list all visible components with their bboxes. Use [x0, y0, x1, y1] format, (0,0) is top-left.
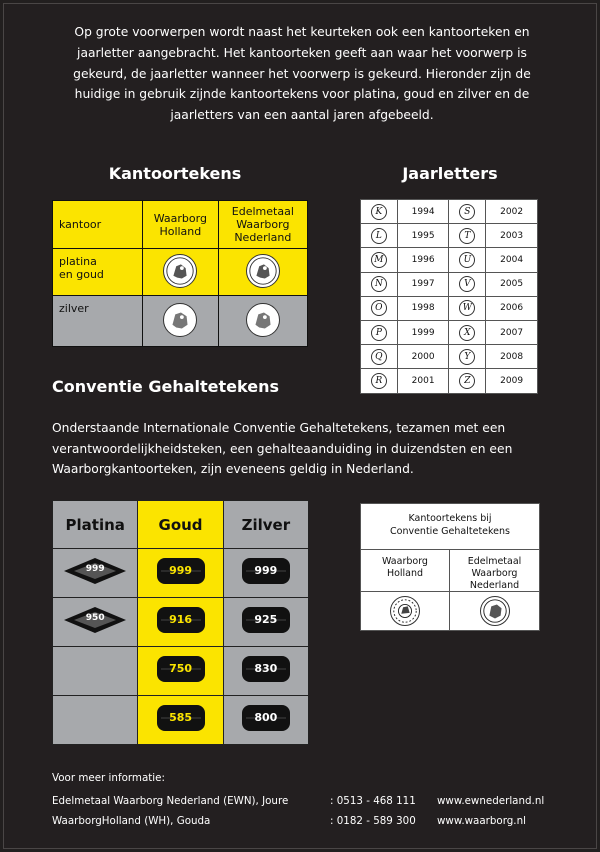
- zilver-mark-icon: [240, 703, 292, 733]
- year-letter: S: [459, 204, 475, 220]
- goud-mark-icon: [155, 605, 207, 635]
- kantoor-box-ewn: Edelmetaal Waarborg Nederland: [450, 550, 540, 592]
- year-value: 2001: [397, 369, 449, 393]
- year-value: 1996: [397, 248, 449, 272]
- jaarletter-cell: [449, 345, 486, 369]
- footer-web-ewn[interactable]: www.ewnederland.nl: [437, 795, 545, 807]
- wh-gold-mark-cell: [143, 249, 219, 296]
- jaarletter-row: [361, 200, 538, 224]
- kantoor-box-wh-mark: [360, 592, 450, 631]
- goud-mark-cell: [138, 549, 223, 598]
- year-letter: K: [371, 204, 387, 220]
- waarborg-holland-header: Waarborg Holland: [143, 201, 219, 249]
- lion-mark-icon: [163, 254, 197, 288]
- year-value: 2004: [486, 248, 538, 272]
- year-value: 2000: [397, 345, 449, 369]
- goud-value: 750: [169, 662, 193, 675]
- goud-value: 585: [169, 711, 193, 724]
- ewn-gold-mark-cell: [218, 249, 307, 296]
- ewn-silver-mark-cell: [218, 296, 307, 347]
- goud-mark-cell: [138, 647, 223, 696]
- jaarletter-cell: [361, 296, 398, 320]
- platina-value: 950: [85, 613, 105, 623]
- conventie-table: [52, 500, 309, 745]
- kantoortekens-table: [52, 200, 308, 347]
- zilver-value: 999: [254, 564, 278, 577]
- conventie-title: Conventie Gehaltetekens: [52, 377, 279, 396]
- goud-value: 916: [169, 613, 193, 626]
- jaarletter-cell: [449, 248, 486, 272]
- platina-header: Platina: [53, 501, 138, 549]
- ewn-seal-icon: [480, 596, 510, 626]
- conventie-paragraph: Onderstaande Internationale Conventie Gehaltetekens, tezamen met een verantwoordelijkheidsteken, een gehalteaanduiding in duizendsten en een Waarborgkantoorteken, zijn eveneens geldig in Nederland.: [52, 421, 513, 476]
- lion-mark-icon: [246, 254, 280, 288]
- goud-mark-icon: [155, 703, 207, 733]
- year-value: 2007: [486, 320, 538, 344]
- intro-text: Op grote voorwerpen wordt naast het keurteken ook een kantoorteken en jaarletter aangebracht. Het kantoorteken geeft aan waar het voorwerp is gekeurd, de jaarletter wanneer het voorwerp is gekeurd. Hieronder zijn de huidige in gebruik zijnde kantoortekens voor platina, goud en zilver en de jaarletters van een aantal jaren afgebeeld.: [73, 25, 531, 123]
- footer-org-ewn: Edelmetaal Waarborg Nederland (EWN), Joure: [52, 795, 289, 807]
- wh-seal-icon: [390, 596, 420, 626]
- platina-empty-cell: [53, 647, 138, 696]
- kantoortekens-title: Kantoortekens: [108, 164, 242, 183]
- year-letter: T: [459, 228, 475, 244]
- jaarletter-cell: [449, 272, 486, 296]
- footer-phone-wh: : 0182 - 589 300: [330, 815, 416, 827]
- lion-mark-icon: [163, 303, 197, 337]
- kantoor-box-ewn-mark: [450, 592, 540, 631]
- zilver-value: 800: [254, 711, 278, 724]
- zilver-mark-cell: [223, 696, 308, 745]
- kantoortekens-conventie-box: [360, 503, 540, 631]
- year-letter: W: [459, 300, 475, 316]
- year-letter: U: [459, 252, 475, 268]
- footer-heading: Voor meer informatie:: [52, 772, 165, 784]
- footer-web-wh[interactable]: www.waarborg.nl: [437, 815, 526, 827]
- year-letter: Z: [459, 373, 475, 389]
- jaarletter-row: [361, 296, 538, 320]
- platina-goud-label: platina en goud: [53, 249, 143, 296]
- year-letter: O: [371, 300, 387, 316]
- kantoor-label: kantoor: [53, 201, 143, 249]
- jaarletter-row: [361, 248, 538, 272]
- jaarletter-row: [361, 272, 538, 296]
- zilver-mark-cell: [223, 647, 308, 696]
- zilver-value: 830: [254, 662, 278, 675]
- year-value: 1994: [397, 200, 449, 224]
- goud-header: Goud: [138, 501, 223, 549]
- year-value: 1995: [397, 224, 449, 248]
- goud-mark-cell: [138, 598, 223, 647]
- year-letter: Y: [459, 349, 475, 365]
- year-value: 1998: [397, 296, 449, 320]
- jaarletter-row: [361, 224, 538, 248]
- goud-mark-icon: [155, 654, 207, 684]
- zilver-mark-cell: [223, 549, 308, 598]
- jaarletter-cell: [361, 248, 398, 272]
- jaarletter-row: [361, 345, 538, 369]
- jaarletter-cell: [361, 369, 398, 393]
- year-value: 2009: [486, 369, 538, 393]
- jaarletter-cell: [361, 272, 398, 296]
- jaarletter-row: [361, 369, 538, 393]
- ewn-header: Edelmetaal Waarborg Nederland: [218, 201, 307, 249]
- zilver-mark-icon: [240, 556, 292, 586]
- platina-mark-cell: [53, 598, 138, 647]
- jaarletters-table: [360, 199, 538, 394]
- platina-mark-icon: [62, 556, 128, 586]
- kantoor-box-title: Kantoortekens bij Conventie Gehaltetekens: [360, 503, 540, 550]
- zilver-value: 925: [254, 613, 278, 626]
- zilver-mark-icon: [240, 605, 292, 635]
- platina-mark-cell: [53, 549, 138, 598]
- lion-mark-icon: [246, 303, 280, 337]
- year-letter: X: [459, 325, 475, 341]
- year-value: 2002: [486, 200, 538, 224]
- jaarletters-title: Jaarletters: [402, 164, 498, 183]
- platina-empty-cell: [53, 696, 138, 745]
- jaarletter-cell: [449, 224, 486, 248]
- platina-value: 999: [85, 564, 105, 574]
- year-letter: P: [371, 325, 387, 341]
- jaarletter-cell: [449, 369, 486, 393]
- year-letter: M: [371, 252, 387, 268]
- year-letter: V: [459, 276, 475, 292]
- year-letter: N: [371, 276, 387, 292]
- wh-silver-mark-cell: [143, 296, 219, 347]
- goud-mark-icon: [155, 556, 207, 586]
- year-value: 2005: [486, 272, 538, 296]
- year-value: 1997: [397, 272, 449, 296]
- year-value: 1999: [397, 320, 449, 344]
- zilver-mark-cell: [223, 598, 308, 647]
- jaarletter-row: [361, 320, 538, 344]
- year-letter: R: [371, 373, 387, 389]
- zilver-header: Zilver: [223, 501, 308, 549]
- goud-value: 999: [169, 564, 193, 577]
- kantoor-box-wh: Waarborg Holland: [360, 550, 450, 592]
- goud-mark-cell: [138, 696, 223, 745]
- year-letter: L: [371, 228, 387, 244]
- year-letter: Q: [371, 349, 387, 365]
- footer-phone-ewn: : 0513 - 468 111: [330, 795, 416, 807]
- jaarletter-cell: [361, 345, 398, 369]
- year-value: 2006: [486, 296, 538, 320]
- zilver-mark-icon: [240, 654, 292, 684]
- platina-mark-icon: [62, 605, 128, 635]
- jaarletter-cell: [361, 320, 398, 344]
- footer-org-wh: WaarborgHolland (WH), Gouda: [52, 815, 211, 827]
- jaarletter-cell: [449, 296, 486, 320]
- jaarletter-cell: [361, 224, 398, 248]
- zilver-label: zilver: [53, 296, 143, 347]
- jaarletter-cell: [449, 320, 486, 344]
- year-value: 2008: [486, 345, 538, 369]
- year-value: 2003: [486, 224, 538, 248]
- jaarletter-cell: [449, 200, 486, 224]
- jaarletter-cell: [361, 200, 398, 224]
